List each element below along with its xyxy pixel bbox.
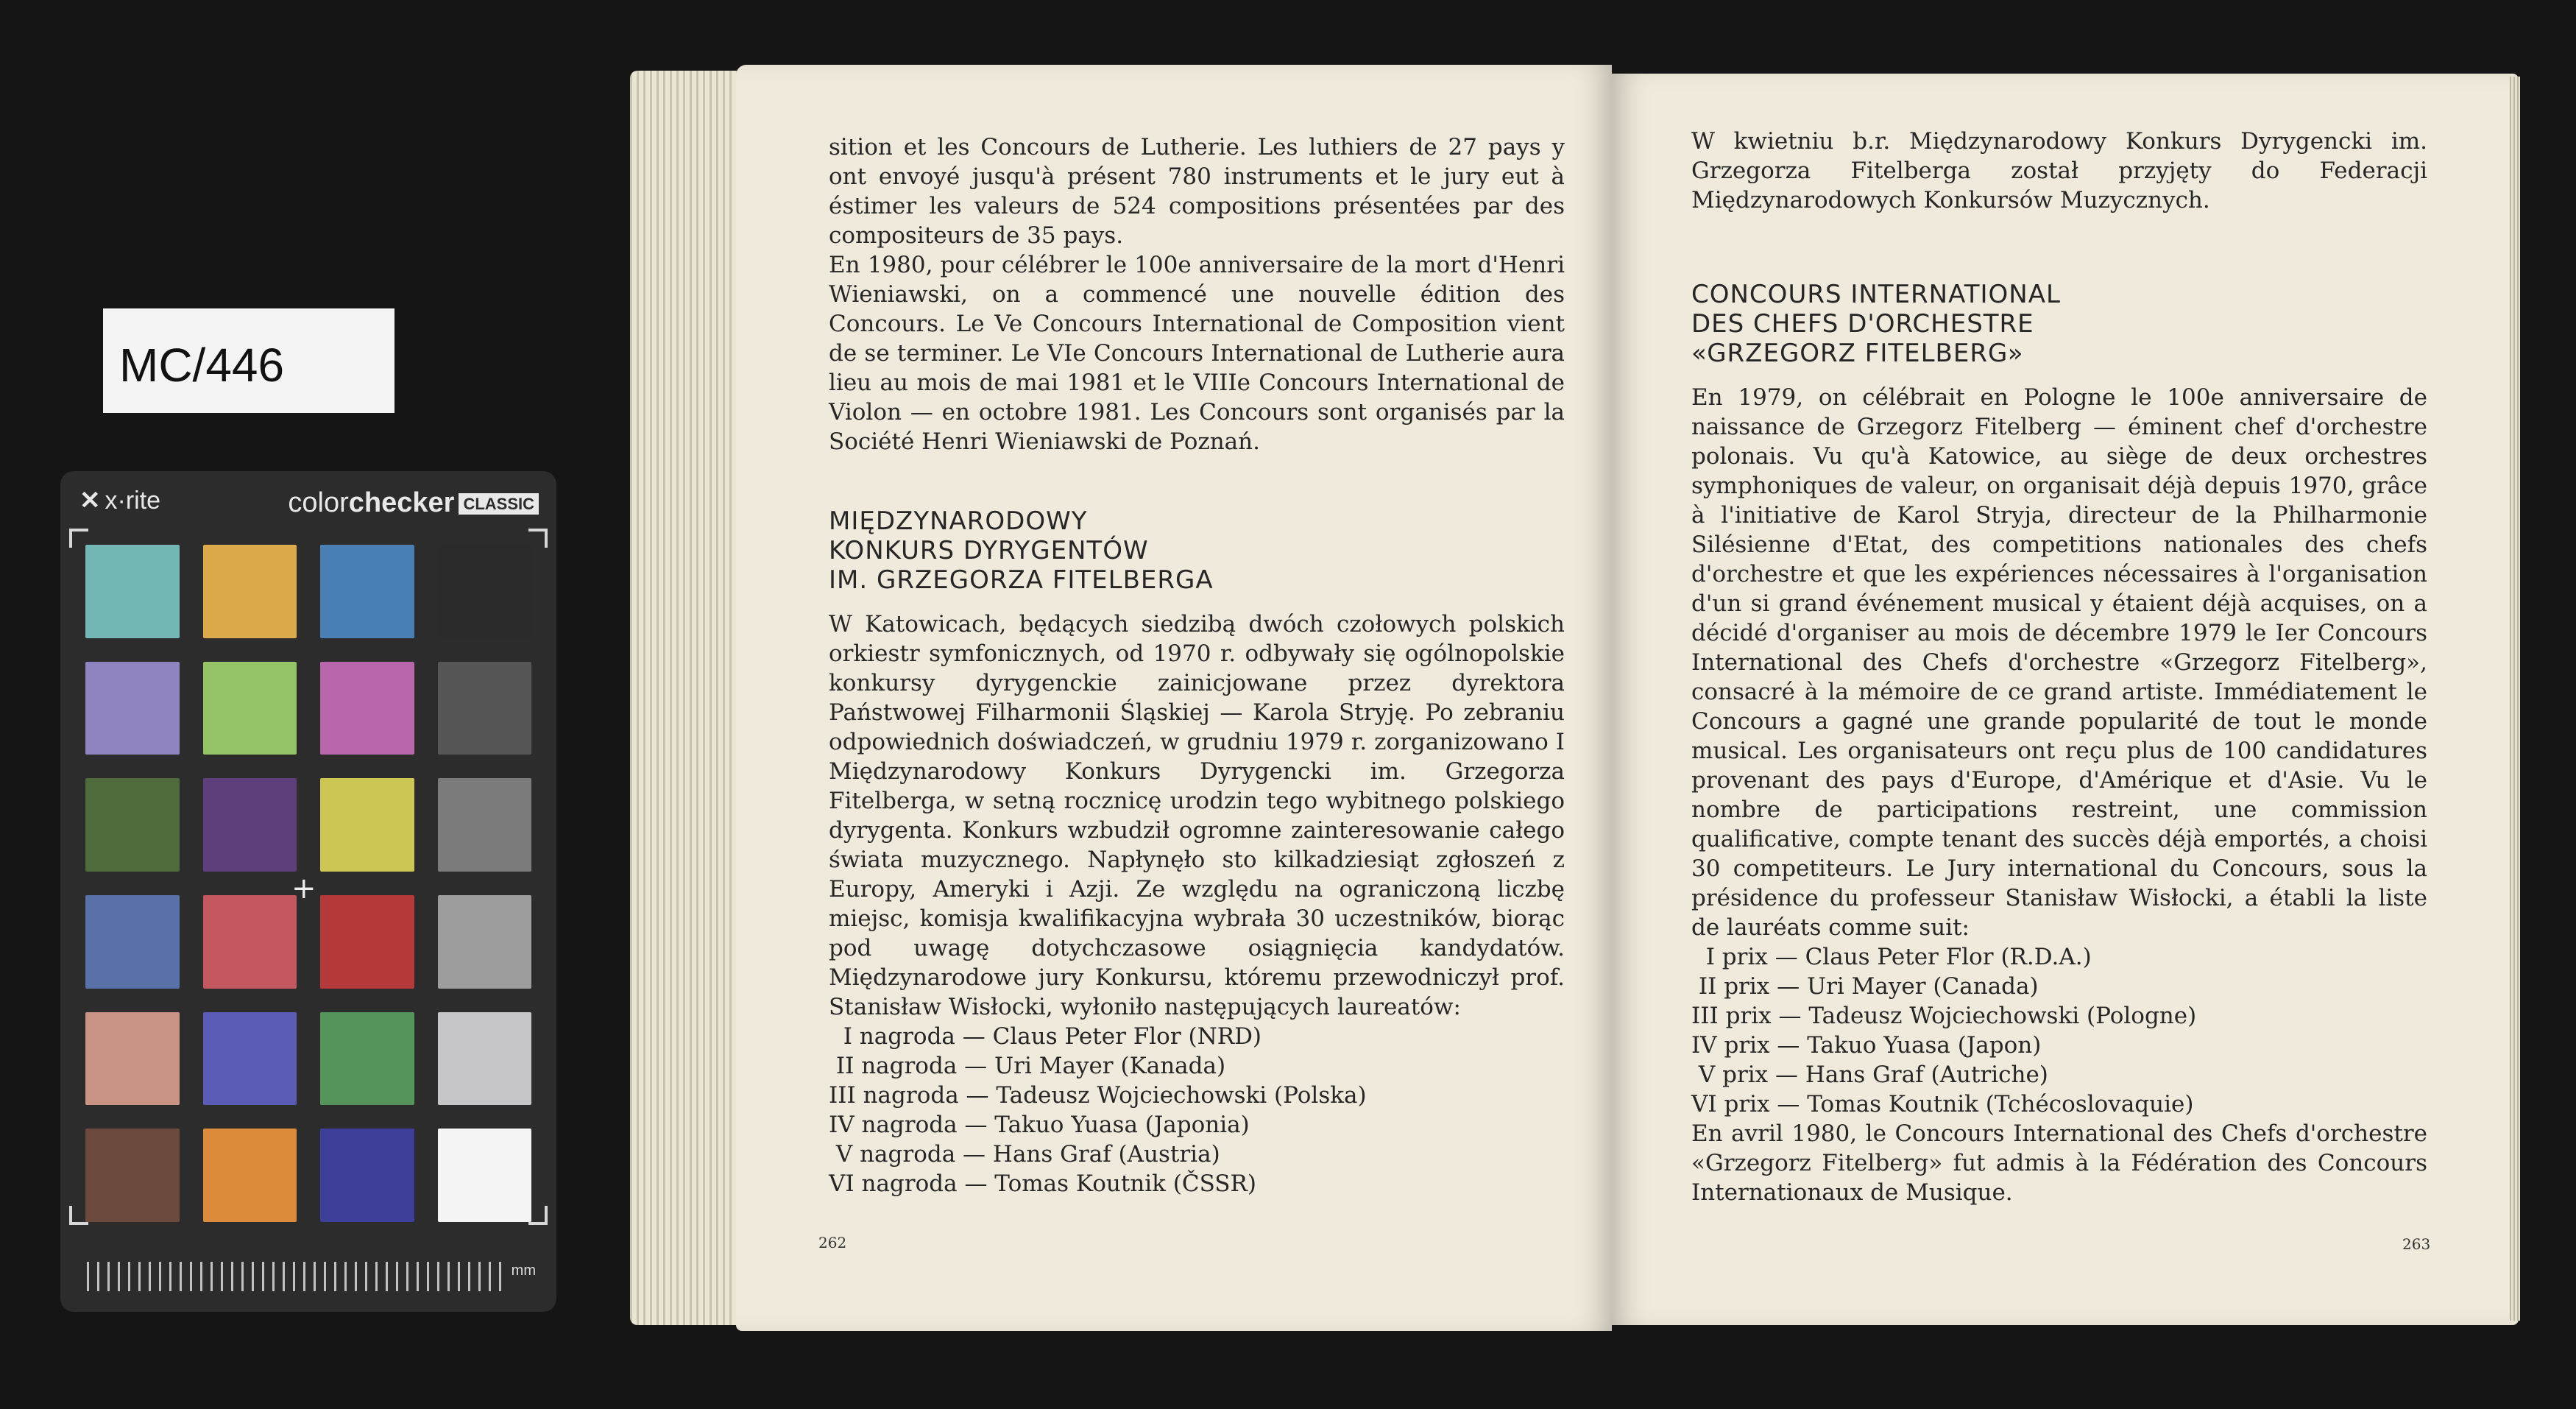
color-patch — [320, 1129, 414, 1222]
list-item: I prix — Claus Peter Flor (R.D.A.) — [1691, 944, 2092, 970]
color-patch — [438, 1129, 532, 1222]
left-paragraph-1: sition et les Concours de Lutherie. Les luthiers de 27 pays y ont envoyé jusqu'à présent 780 instruments et le jury eut à éstimer les valeurs de 524 compositions présentées par des compositeurs de 35 pays. — [829, 134, 1565, 249]
list-item: I nagroda — Claus Peter Flor (NRD) — [829, 1023, 1262, 1050]
color-patch — [203, 895, 297, 989]
page-number-right: 263 — [2402, 1235, 2431, 1253]
color-patch — [320, 895, 414, 989]
list-item: III prix — Tadeusz Wojciechowski (Pologne) — [1691, 1003, 2197, 1029]
color-patch — [438, 778, 532, 872]
right-heading-line-3: «GRZEGORZ FITELBERG» — [1691, 339, 2024, 368]
product-tag: CLASSIC — [459, 493, 539, 515]
color-patch — [85, 1129, 180, 1222]
list-item: III nagroda — Tadeusz Wojciechowski (Polska) — [829, 1082, 1367, 1109]
crosshair-icon: + — [291, 872, 316, 905]
color-patch — [320, 545, 414, 638]
colorchecker-logo — [288, 487, 539, 519]
color-patch — [320, 662, 414, 755]
ruler-unit: mm — [511, 1263, 536, 1279]
list-item: II prix — Uri Mayer (Canada) — [1691, 973, 2039, 1000]
left-heading-line-2: KONKURS DYRYGENTÓW — [829, 536, 1149, 565]
color-patch — [203, 662, 297, 755]
right-heading-line-1: CONCOURS INTERNATIONAL — [1691, 280, 2061, 309]
color-patch — [203, 1129, 297, 1222]
list-item: II nagroda — Uri Mayer (Kanada) — [829, 1053, 1226, 1079]
page-number-left: 262 — [818, 1234, 847, 1251]
color-patch — [320, 1012, 414, 1106]
list-item: V nagroda — Hans Graf (Austria) — [829, 1141, 1220, 1168]
color-patch — [320, 778, 414, 872]
product-bold: checker — [348, 487, 455, 518]
xrite-logo — [79, 486, 160, 515]
page-stack-edge — [630, 71, 748, 1325]
color-patch — [203, 778, 297, 872]
right-page-edge — [2510, 77, 2520, 1321]
ruler-scale — [87, 1262, 505, 1291]
xrite-mark-icon: ✕ — [79, 487, 101, 515]
right-prize-list — [1691, 942, 2427, 1119]
color-patch — [85, 895, 180, 989]
left-prize-list — [829, 1022, 1565, 1198]
right-paragraph-3: En avril 1980, le Concours International des Chefs d'orchestre «Grzegorz Fitelberg» fut admis à la Fédération des Concours Internationaux de Musique. — [1691, 1120, 2427, 1206]
list-item: V prix — Hans Graf (Autriche) — [1691, 1062, 2048, 1088]
left-page-text — [829, 133, 1565, 1198]
list-item: IV nagroda — Takuo Yuasa (Japonia) — [829, 1112, 1250, 1138]
color-patch — [85, 1012, 180, 1106]
color-patch — [438, 662, 532, 755]
color-patch — [438, 895, 532, 989]
left-paragraph-2: En 1980, pour célébrer le 100e anniversaire de la mort d'Henri Wieniawski, on a commencé une nouvelle édition des Concours. Le Ve Concours International de Composition vient de se terminer. Le VIe Concours International de Lutherie aura lieu au mois de mai 1981 et le VIIIe Concours International de Violon — en octobre 1981. Les Concours sont organisés par la Société Henri Wieniawski de Poznań. — [829, 252, 1565, 455]
archive-label: MC/446 — [103, 308, 394, 413]
color-patch — [85, 662, 180, 755]
color-patch — [203, 1012, 297, 1106]
color-checker-card — [60, 471, 556, 1312]
color-patch — [85, 778, 180, 872]
right-heading-line-2: DES CHEFS D'ORCHESTRE — [1691, 309, 2034, 339]
left-paragraph-3: W Katowicach, będących siedzibą dwóch czołowych polskich orkiestr symfonicznych, od 1970 r. odbywały się ogólnopolskie konkursy dyrygenckie zainicjowane przez dyrektora Państwowej Filharmonii Śląskiej — Karola Stryję. Po zebraniu odpowiednich doświadczeń, w grudniu 1979 r. zorganizowano I Międzynarodowy Konkurs Dyrygencki im. Grzegorza Fitelberga, w setną rocznicę urodzin tego wybitnego polskiego dyrygenta. Konkurs wzbudził ogromne zainteresowanie całego świata muzycznego. Napłynęło sto kilkadziesiąt zgłoszeń z Europy, Ameryki i Azji. Ze względu na ograniczoną liczbę miejsc, komisja kwalifikacyjna wybrała 30 uczestników, biorąc pod uwagę dotychczasowe osiągnięcia kandydatów. Międzynarodowe jury Konkursu, któremu przewodniczył prof. Stanisław Wisłocki, wyłoniło następujących laureatów: — [829, 611, 1565, 1020]
product-prefix: color — [288, 487, 349, 518]
right-paragraph-2: En 1979, on célébrait en Pologne le 100e anniversaire de naissance de Grzegorz Fitelberg — éminent chef d'orchestre polonais. Vu qu'à Katowice, au siège de deux orchestres symphoniques de valeur, on organisait déjà depuis 1970, grâce à l'initiative de Karol Stryja, directeur de la Philharmonie Silésienne d'Etat, des competitions nationales des chefs d'orchestre et que les expériences nécessaires à l'organisation d'un si grand événement musical y étaient déjà acquises, on a décidé d'organiser au mois de décembre 1979 le Ier Concours International des Chefs d'orchestre «Grzegorz Fitelberg», consacré à la mémoire de ce grand artiste. Immédiatement le Concours a gagné une grande popularité de tout le monde musical. Les organisateurs ont reçu plus de 100 candidatures provenant des pays d'Europe, d'Amérique et d'Asie. Vu le nombre de participations restreint, une commission qualificative, compte tenant des succès déjà emportés, a choisi 30 competiteurs. Le Jury international du Concours, sous la présidence du professeur Stanisław Wisłocki, a établi la liste de lauréats comme suit: — [1691, 384, 2427, 941]
color-patch — [438, 1012, 532, 1106]
color-patch — [438, 545, 532, 638]
list-item: IV prix — Takuo Yuasa (Japon) — [1691, 1032, 2042, 1059]
list-item: VI nagroda — Tomas Koutnik (ČSSR) — [829, 1170, 1256, 1197]
right-page-text — [1691, 127, 2427, 1207]
right-paragraph-1: W kwietniu b.r. Międzynarodowy Konkurs Dyrygencki im. Grzegorza Fitelberga został przyjęty do Federacji Międzynarodowych Konkursów Muzycznych. — [1691, 128, 2427, 213]
left-heading-line-3: IM. GRZEGORZA FITELBERGA — [829, 565, 1214, 595]
color-patch — [85, 545, 180, 638]
xrite-brand-text: x·rite — [105, 487, 161, 515]
color-patch — [203, 545, 297, 638]
list-item: VI prix — Tomas Koutnik (Tchécoslovaquie) — [1691, 1091, 2194, 1117]
left-heading-line-1: MIĘDZYNARODOWY — [829, 506, 1088, 536]
